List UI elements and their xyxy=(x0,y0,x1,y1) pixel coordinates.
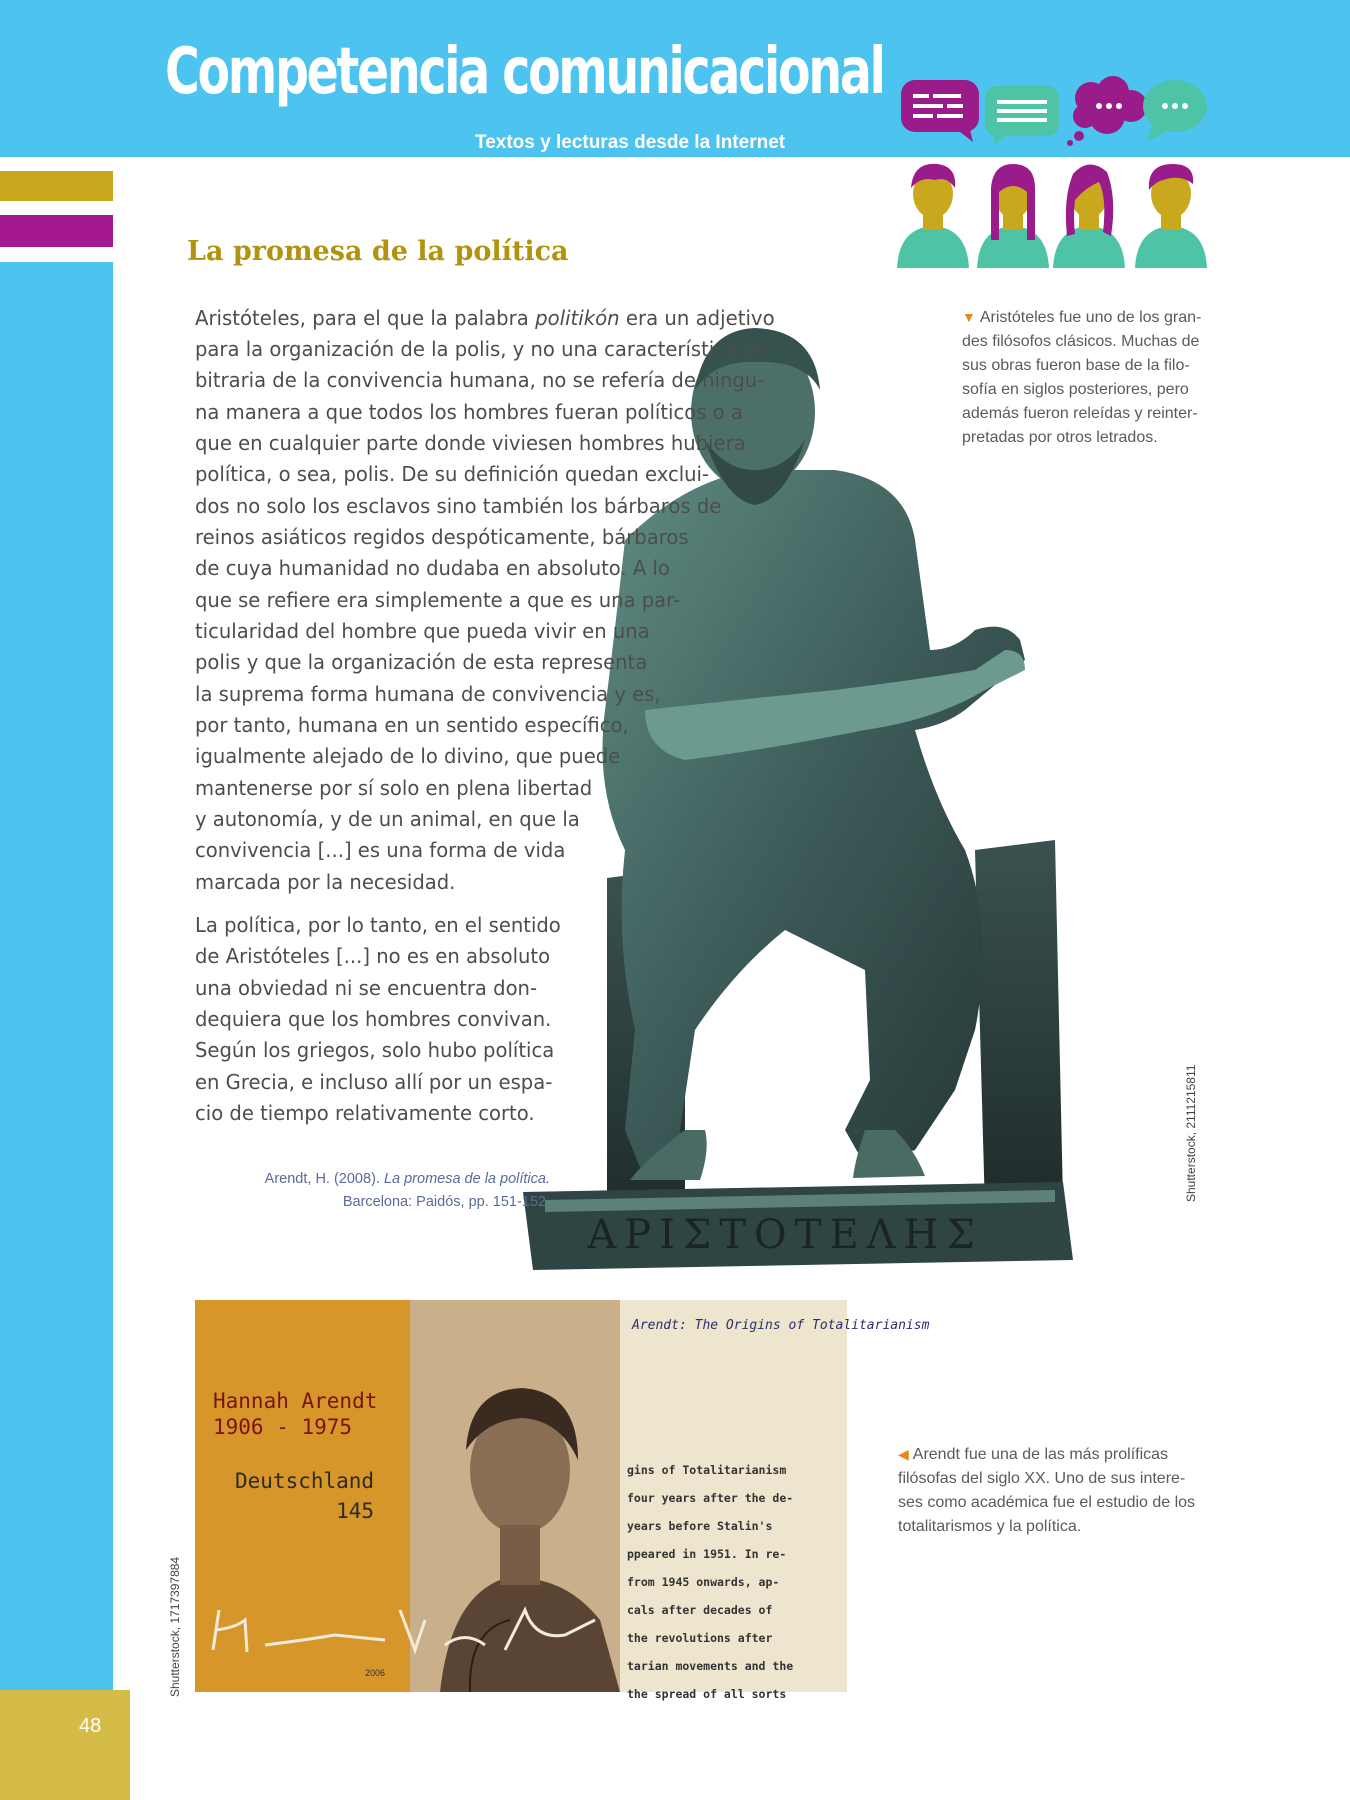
caption-line: ses como académica fue el estudio de los xyxy=(898,1494,1196,1511)
caption-line: ◀ Arendt fue una de las más prolíficas xyxy=(898,1446,1169,1463)
text-line: reinos asiáticos regidos despóticamente, bárbaros xyxy=(195,525,689,549)
stamp-country: Deutschland xyxy=(235,1469,375,1493)
speech-bubble-teal-icon xyxy=(1143,80,1207,142)
stamp-typed-line: the spread of all sorts xyxy=(627,1687,787,1701)
speech-bubble-purple-icon xyxy=(901,80,979,142)
caption-line: pretadas por otros letrados. xyxy=(962,429,1158,446)
stamp-typed-line: tarian movements and the xyxy=(627,1659,794,1673)
stamp-value: 145 xyxy=(336,1499,375,1523)
stamp-typed-line: cals after decades of xyxy=(627,1603,773,1617)
text-line: una obviedad ni se encuentra don- xyxy=(195,976,538,1000)
person-icon xyxy=(1135,164,1207,268)
header-title: Competencia comunicacional xyxy=(165,35,884,109)
text-line: bitraria de la convivencia humana, no se refería de ningu- xyxy=(195,368,765,392)
stamp-handwritten-title: Arendt: The Origins of Totalitarianism xyxy=(632,1318,930,1333)
text-line: cio de tiempo relativamente corto. xyxy=(195,1101,535,1125)
stamp-typed-line: four years after the de- xyxy=(627,1491,794,1505)
text-line: na manera a que todos los hombres fueran políticos o a xyxy=(195,400,743,424)
magenta-stripe xyxy=(0,215,113,247)
triangle-left-icon: ◀ xyxy=(898,1446,909,1462)
caption-line: filósofas del siglo XX. Uno de sus intere- xyxy=(898,1470,1186,1487)
text-line: mantenerse por sí solo en plena libertad xyxy=(195,776,593,800)
text-line: que en cualquier parte donde viviesen hombres hubiera xyxy=(195,431,746,455)
statue-inscription: ΑΡΙΣΤΟΤΕΛΗΣ xyxy=(587,1212,983,1258)
speech-bubbles-icon xyxy=(895,76,1215,146)
person-icon xyxy=(1053,164,1125,268)
stamp-name xyxy=(213,1388,377,1440)
stamp-credit: Shutterstock, 1717397884 xyxy=(168,1556,182,1697)
text-line: dequiera que los hombres convivan. xyxy=(195,1007,552,1031)
caption-line: además fueron releídas y reinter- xyxy=(962,405,1198,422)
caption-line: totalitarismos y la política. xyxy=(898,1518,1082,1535)
stamp-typed-line: years before Stalin's xyxy=(627,1519,773,1533)
caption-line: sus obras fueron base de la filo- xyxy=(962,357,1190,374)
stamp-caption xyxy=(898,1442,1218,1539)
thought-bubble-purple-icon xyxy=(1067,76,1147,146)
text-line: para la organización de la polis, y no una característica ar- xyxy=(195,337,770,361)
stamp-typed-line: ppeared in 1951. In re- xyxy=(627,1547,787,1561)
text-line: ticularidad del hombre que pueda vivir en una xyxy=(195,619,650,643)
text-line: Aristóteles, para el que la palabra politikón era un adjetivo xyxy=(195,306,775,330)
text-line: en Grecia, e incluso allí por un espa- xyxy=(195,1070,553,1094)
speech-bubble-green-icon xyxy=(985,86,1059,146)
page-number-block xyxy=(0,1690,130,1800)
text-line: marcada por la necesidad. xyxy=(195,870,456,894)
stamp-typed-line: from 1945 onwards, ap- xyxy=(627,1575,780,1589)
citation-line-1: Arendt, H. (2008). La promesa de la política. xyxy=(264,1171,550,1187)
statue-caption xyxy=(962,305,1207,450)
statue-credit: Shutterstock, 2111215811 xyxy=(1184,1064,1198,1202)
page-number: 48 xyxy=(79,1715,102,1737)
person-icon xyxy=(897,164,969,268)
person-icon xyxy=(977,164,1049,268)
citation-line-2: Barcelona: Paidós, pp. 151-152. xyxy=(342,1194,550,1210)
caption-line: ▼ Aristóteles fue uno de los gran- xyxy=(962,309,1202,326)
gold-stripe xyxy=(0,171,113,201)
text-line: dos no solo los esclavos sino también los bárbaros de xyxy=(195,494,722,518)
stamp-year: 2006 xyxy=(365,1668,386,1678)
text-line: de Aristóteles [...] no es en absoluto xyxy=(195,944,551,968)
arendt-signature-icon xyxy=(205,1590,605,1670)
caption-line: des filósofos clásicos. Muchas de xyxy=(962,333,1200,350)
text-line: que se refiere era simplemente a que es una par- xyxy=(195,588,681,612)
hannah-arendt-stamp-image xyxy=(195,1300,930,1701)
stamp-country-block xyxy=(235,1466,374,1526)
text-line: La política, por lo tanto, en el sentido xyxy=(195,913,561,937)
text-line: polis y que la organización de esta representa xyxy=(195,650,648,674)
header-subtitle: Textos y lecturas desde la Internet xyxy=(475,132,786,153)
caption-line: sofía en siglos posteriores, pero xyxy=(962,381,1189,398)
stamp-typed-text xyxy=(627,1456,793,1708)
stamp-typed-line: gins of Totalitarianism xyxy=(627,1463,787,1477)
side-bar xyxy=(0,262,113,1690)
text-line: la suprema forma humana de convivencia y es, xyxy=(195,682,661,706)
stamp-typed-line: the revolutions after xyxy=(627,1631,773,1645)
text-line: Según los griegos, solo hubo política xyxy=(195,1038,555,1062)
text-line: convivencia [...] es una forma de vida xyxy=(195,838,566,862)
text-line: y autonomía, y de un animal, en que la xyxy=(195,807,580,831)
text-line: por tanto, humana en un sentido específico, xyxy=(195,713,629,737)
text-line: de cuya humanidad no dudaba en absoluto. A lo xyxy=(195,556,670,580)
triangle-down-icon: ▼ xyxy=(962,309,976,325)
stamp-years: 1906 - 1975 xyxy=(213,1415,353,1439)
people-group-icon xyxy=(895,158,1215,268)
text-line: política, o sea, polis. De su definición quedan exclui- xyxy=(195,462,710,486)
section-title: La promesa de la política xyxy=(187,236,569,267)
text-line: igualmente alejado de lo divino, que puede xyxy=(195,744,621,768)
stamp-name-text: Hannah Arendt xyxy=(213,1389,378,1413)
